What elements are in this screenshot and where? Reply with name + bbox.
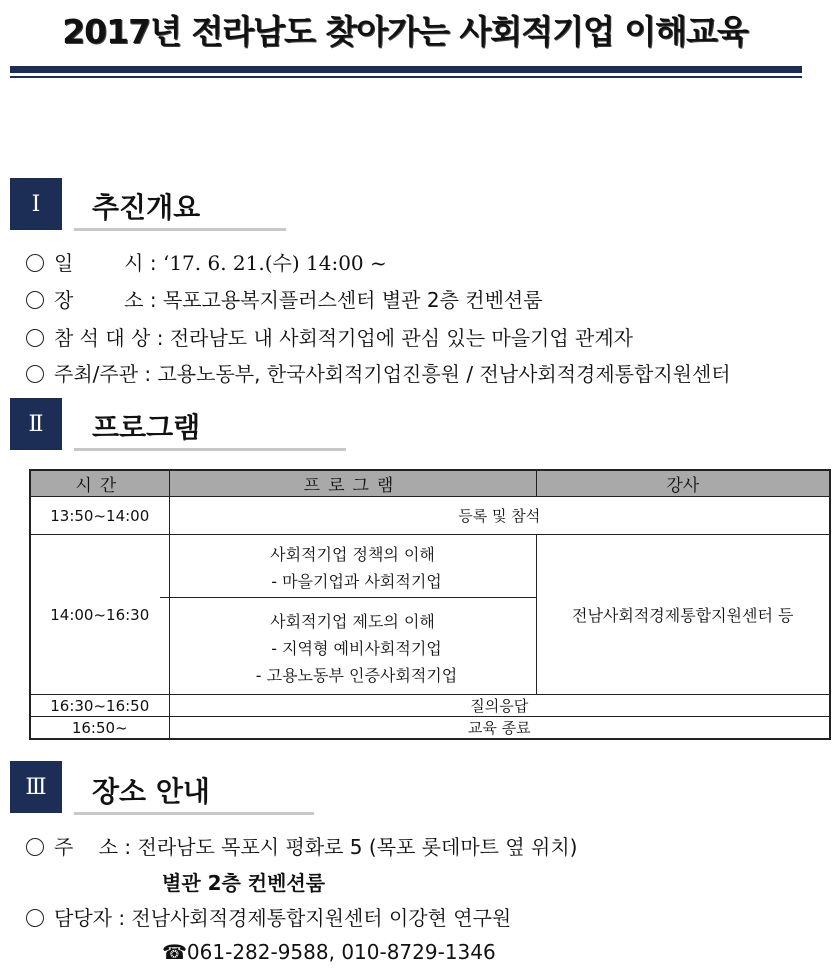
title-rule [10,66,802,73]
row-program: 등록 및 참석 [169,497,830,535]
circle-bullet-icon [26,329,44,347]
header-time: 시간 [30,470,169,497]
section-1-numeral: Ⅰ [10,178,62,230]
location-address: 주 소 : 전라남도 목포시 평화로 5 (목포 롯데마트 옆 위치) [26,831,577,860]
program-item-sub: - 고용노동부 인증사회적기업 [255,665,458,685]
table-row [30,717,830,740]
program-item-sub: - 지역형 예비사회적기업 [271,638,442,658]
page-title: 2017년 전라남도 찾아가는 사회적기업 이해교육 [62,12,748,51]
section-2-numeral: Ⅱ [10,398,62,450]
section-1-title: 추진개요 [92,191,201,224]
program-item-title: 사회적기업 제도의 이해 [270,611,435,631]
row-time: 14:00~16:30 [30,535,169,695]
overview-item-date: 일 시 : ‘17. 6. 21.(수) 14:00 ~ [26,247,387,276]
overview-item-place: 장 소 : 목포고용복지플러스센터 별관 2층 컨벤션룸 [26,284,543,313]
program-item-sub: - 마을기업과 사회적기업 [271,571,442,591]
title-rule-thin [10,76,802,78]
circle-bullet-icon [26,291,44,309]
header-program: 프로그램 [169,470,536,497]
table-row [30,535,830,695]
circle-bullet-icon [26,365,44,383]
overview-item-host: 주최/주관 : 고용노동부, 한국사회적기업진흥원 / 전남사회적경제통합지원센터 [26,358,731,387]
section-3-numeral: Ⅲ [10,761,62,813]
row-lecturer: 전남사회적경제통합지원센터 등 [536,535,830,695]
row-time: 13:50~14:00 [30,497,169,535]
section-1-underline [74,228,286,231]
program-divider [160,597,537,598]
circle-bullet-icon [26,838,44,856]
phone-icon: ☎ [162,940,187,964]
row-program: 교육 종료 [169,717,830,740]
section-2-title: 프로그램 [92,411,201,444]
circle-bullet-icon [26,909,44,927]
row-time: 16:50~ [30,717,169,740]
location-phone: ☎061-282-9588, 010-8729-1346 [162,940,496,964]
table-row [30,497,830,535]
location-contact: 담당자 : 전남사회적경제통합지원센터 이강현 연구원 [26,902,511,931]
table-row [30,695,830,717]
circle-bullet-icon [26,254,44,272]
table-header-row [30,470,830,497]
overview-item-target: 참 석 대 상 : 전라남도 내 사회적기업에 관심 있는 마을기업 관계자 [26,322,633,351]
row-time: 16:30~16:50 [30,695,169,717]
row-program: 질의응답 [169,695,830,717]
header-lecturer: 강사 [536,470,830,497]
section-3-title: 장소 안내 [92,775,210,808]
location-address-line2: 별관 2층 컨벤션룸 [162,871,326,895]
row-program-details [169,535,536,695]
program-table [29,469,831,740]
section-2-underline [74,448,346,451]
section-3-underline [74,812,314,815]
program-item-title: 사회적기업 정책의 이해 [270,544,435,564]
